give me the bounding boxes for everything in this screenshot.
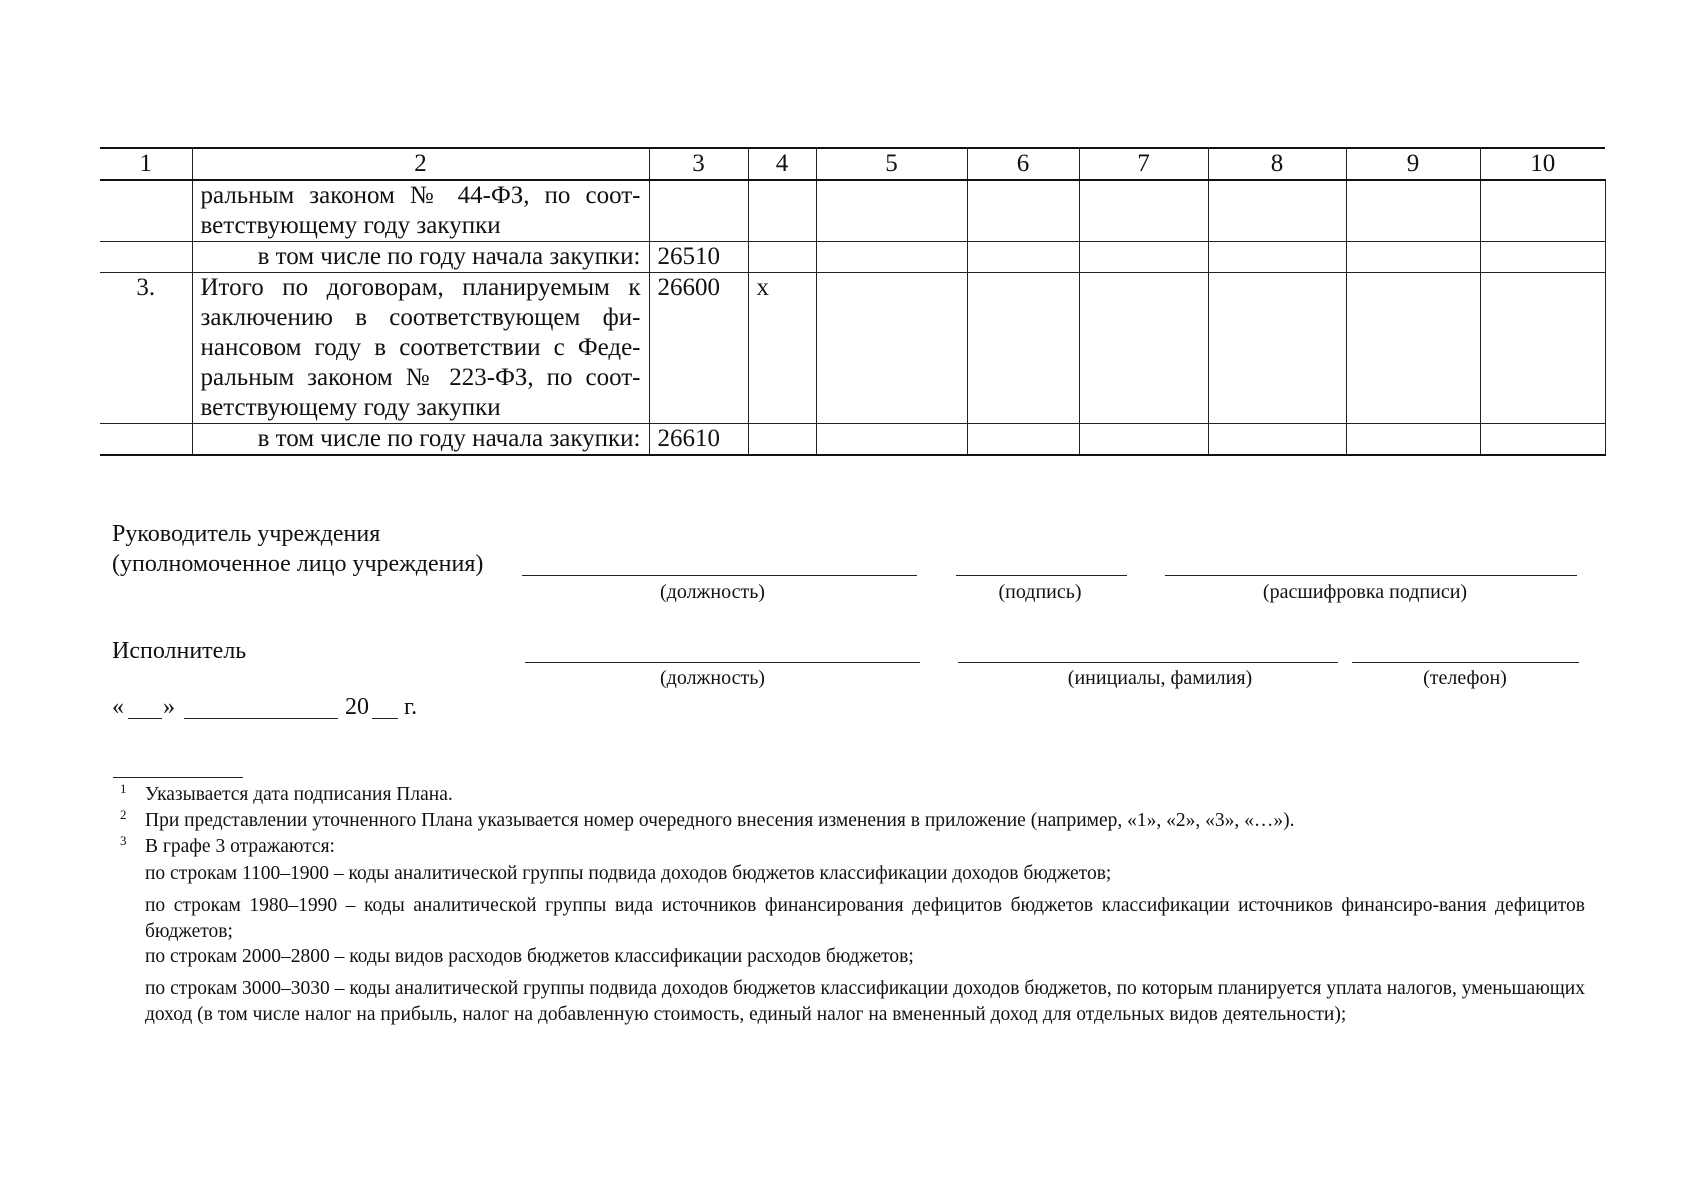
value-cell [1079, 424, 1208, 456]
header-cell: 7 [1079, 148, 1208, 180]
value-cell [748, 242, 816, 273]
executor-phone-line[interactable] [1352, 662, 1579, 663]
desc-line: Итого по договорам, планируемым к [200, 274, 641, 301]
footnote-text: При представлении уточненного Плана указывается номер очередного внесения изменения в приложение (например, «1», «2», «3», «…»). [145, 810, 1295, 831]
col4-cell: х [748, 273, 816, 424]
value-cell [1079, 273, 1208, 424]
value-cell [1346, 273, 1480, 424]
caption-initials: (инициалы, фамилия) [1067, 667, 1253, 689]
value-cell [1208, 424, 1346, 456]
header-cell: 5 [816, 148, 967, 180]
footnote-text: В графе 3 отражаются: [145, 836, 335, 857]
value-cell [967, 180, 1079, 242]
header-cell: 3 [649, 148, 748, 180]
header-cell: 8 [1208, 148, 1346, 180]
value-cell [1346, 180, 1480, 242]
date-close-quote: » [163, 694, 175, 720]
row-number-cell [100, 180, 192, 242]
table-row [100, 273, 1605, 424]
code-cell: 26510 [649, 242, 748, 273]
date-day-line[interactable] [128, 718, 162, 719]
table-row [100, 242, 1605, 273]
code-cell: 26610 [649, 424, 748, 456]
value-cell [1079, 242, 1208, 273]
value-cell [816, 242, 967, 273]
footnote-3 [120, 833, 1585, 860]
caption-position2: (должность) [660, 667, 765, 689]
footnote-1 [120, 781, 1585, 808]
desc-line: ральным законом № 44-ФЗ, по соот- [200, 182, 641, 209]
code-cell: 26600 [649, 273, 748, 424]
header-cell: 2 [192, 148, 649, 180]
caption-decoding: (расшифровка подписи) [1262, 581, 1468, 603]
value-cell [1208, 180, 1346, 242]
desc-line: ральным законом № 223-ФЗ, по соот- [200, 364, 641, 391]
executor-title: Исполнитель [112, 638, 247, 664]
footnote-3-item: по строкам 3000–3030 – коды аналитической группы подвида доходов бюджетов классификации доходов бюджетов, по которым планируется уплата налогов, уменьшающих доход (в том числе налог на прибыль, налог на добавленную стоимость, единый налог на вмененный доход для отдельных видов деятельности); [145, 978, 1585, 1025]
footnote-3-item: по строкам 2000–2800 – коды видов расходов бюджетов классификации расходов бюджетов; [145, 946, 914, 967]
date-month-line[interactable] [184, 718, 338, 719]
desc-line: ветствующему году закупки [200, 394, 501, 421]
row-number-cell [100, 242, 192, 273]
position-line[interactable] [522, 575, 917, 576]
value-cell [816, 180, 967, 242]
decoding-line[interactable] [1165, 575, 1577, 576]
row-number-cell: 3. [100, 273, 192, 424]
value-cell [816, 424, 967, 456]
caption-phone: (телефон) [1423, 667, 1507, 689]
value-cell [748, 424, 816, 456]
value-cell [1480, 273, 1605, 424]
value-cell [1079, 180, 1208, 242]
header-cell: 6 [967, 148, 1079, 180]
header-cell: 9 [1346, 148, 1480, 180]
value-cell [1346, 424, 1480, 456]
footnote-text: Указывается дата подписания Плана. [145, 784, 453, 805]
value-cell [1208, 273, 1346, 424]
footnote-3-item: по строкам 1100–1900 – коды аналитической группы подвида доходов бюджетов классификации доходов бюджетов; [145, 863, 1112, 884]
head-title: Руководитель учреждения [112, 521, 381, 547]
table-header-row [100, 148, 1605, 180]
value-cell [1208, 242, 1346, 273]
header-cell: 1 [100, 148, 192, 180]
footnote-mark: 1 [120, 781, 127, 796]
caption-signature: (подпись) [998, 581, 1082, 603]
desc-line: ветствующему году закупки [200, 212, 501, 239]
row-sub-label: в том числе по году начала закупки: [192, 424, 649, 456]
executor-position-line[interactable] [525, 662, 920, 663]
date-open-quote: « [112, 694, 124, 720]
value-cell [967, 273, 1079, 424]
desc-line: заключению в соответствующем фи- [200, 304, 641, 331]
value-cell [967, 242, 1079, 273]
value-cell [967, 424, 1079, 456]
value-cell [1346, 242, 1480, 273]
value-cell [816, 273, 967, 424]
header-cell: 10 [1480, 148, 1605, 180]
executor-name-line[interactable] [958, 662, 1338, 663]
desc-line: нансовом году в соответствии с Феде- [200, 334, 641, 361]
head-subtitle: (уполномоченное лицо учреждения) [112, 551, 484, 577]
footnote-mark: 3 [120, 833, 127, 848]
row-description-cell [192, 180, 649, 242]
code-cell [649, 180, 748, 242]
row-description-cell [192, 273, 649, 424]
header-cell: 4 [748, 148, 816, 180]
footnote-3-item: по строкам 1980–1990 – коды аналитической группы вида источников финансирования дефицитов бюджетов классификации источников финансиро-вания дефицитов бюджетов; [145, 895, 1585, 942]
value-cell [1480, 424, 1605, 456]
table-row [100, 180, 1605, 242]
footnote-mark: 2 [120, 807, 127, 822]
value-cell [1480, 242, 1605, 273]
signature-line[interactable] [956, 575, 1127, 576]
row-number-cell [100, 424, 192, 456]
footnote-2 [120, 807, 1585, 834]
date-year-prefix: 20 [345, 694, 369, 720]
date-suffix: г. [404, 694, 418, 720]
row-sub-label: в том числе по году начала закупки: [192, 242, 649, 273]
plan-table [100, 147, 1605, 456]
value-cell [1480, 180, 1605, 242]
date-year-line[interactable] [372, 718, 398, 719]
caption-position: (должность) [660, 581, 765, 603]
value-cell [748, 180, 816, 242]
table-row [100, 424, 1605, 456]
footnote-separator [113, 777, 243, 778]
